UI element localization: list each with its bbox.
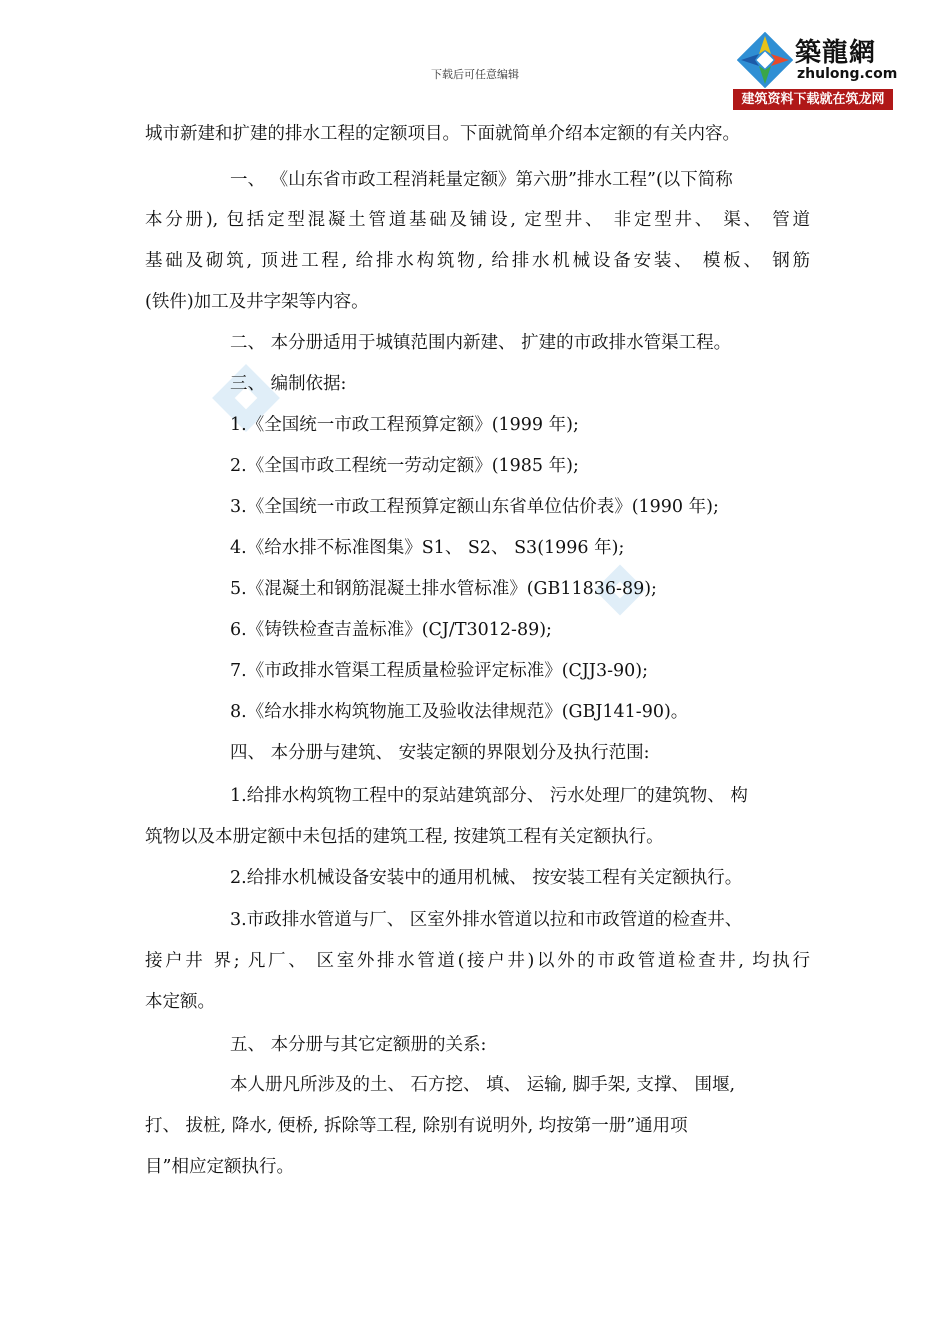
logo-mark-icon bbox=[737, 32, 793, 88]
paragraph-line: 目”相应定额执行。 bbox=[145, 1157, 294, 1177]
logo-name-cn: 築龍網 bbox=[795, 38, 877, 68]
list-item: 7.《市政排水管渠工程质量检验评定标准》(CJJ3-90); bbox=[230, 661, 648, 681]
logo-domain[interactable]: zhulong.com bbox=[797, 66, 898, 82]
logo-slogan: 建筑资料下载就在筑龙网 bbox=[733, 89, 893, 110]
section-heading: 四、 本分册与建筑、 安装定额的界限划分及执行范围: bbox=[230, 743, 650, 763]
zhulong-logo bbox=[733, 26, 898, 110]
list-item: 8.《给水排水构筑物施工及验收法律规范》(GBJ141-90)。 bbox=[230, 702, 689, 722]
list-item: 5.《混凝土和钢筋混凝土排水管标准》(GB11836-89); bbox=[230, 579, 657, 599]
paragraph-line: 1.给排水构筑物工程中的泵站建筑部分、 污水处理厂的建筑物、 构 bbox=[230, 786, 748, 806]
list-item: 6.《铸铁检查吉盖标准》(CJ/T3012-89); bbox=[230, 620, 552, 640]
list-item: 2.《全国市政工程统一劳动定额》(1985 年); bbox=[230, 456, 579, 476]
paragraph-line: 3.市政排水管道与厂、 区室外排水管道以拉和市政管道的检查井、 bbox=[230, 910, 743, 930]
paragraph-line: 打、 拔桩, 降水, 便桥, 拆除等工程, 除别有说明外, 均按第一册”通用项 bbox=[145, 1116, 688, 1136]
paragraph-line: 本分册), 包括定型混凝土管道基础及铺设, 定型井、 非定型井、 渠、 管道 bbox=[145, 210, 810, 230]
list-item: 1.《全国统一市政工程预算定额》(1999 年); bbox=[230, 415, 579, 435]
paragraph-line: 筑物以及本册定额中未包括的建筑工程, 按建筑工程有关定额执行。 bbox=[145, 827, 664, 847]
paragraph-line: 一、 《山东省市政工程消耗量定额》第六册”排水工程”(以下简称 bbox=[230, 170, 733, 190]
paragraph-line: (铁件)加工及井字架等内容。 bbox=[145, 292, 369, 312]
paragraph-line: 二、 本分册适用于城镇范围内新建、 扩建的市政排水管渠工程。 bbox=[230, 333, 732, 353]
paragraph-line: 城市新建和扩建的排水工程的定额项目。下面就简单介绍本定额的有关内容。 bbox=[145, 124, 740, 144]
list-item: 4.《给水排不标准图集》S1、 S2、 S3(1996 年); bbox=[230, 538, 625, 558]
paragraph-line: 基础及砌筑, 顶进工程, 给排水构筑物, 给排水机械设备安装、 模板、 钢筋 bbox=[145, 251, 810, 271]
paragraph-line: 本人册凡所涉及的土、 石方挖、 填、 运输, 脚手架, 支撑、 围堰, bbox=[230, 1075, 736, 1095]
logo-top bbox=[733, 26, 898, 89]
section-heading: 三、 编制依据: bbox=[230, 374, 347, 394]
section-heading: 五、 本分册与其它定额册的关系: bbox=[230, 1035, 487, 1055]
paragraph-line: 本定额。 bbox=[145, 992, 215, 1012]
header-note: 下载后可任意编辑 bbox=[431, 68, 519, 81]
paragraph-line: 2.给排水机械设备安装中的通用机械、 按安装工程有关定额执行。 bbox=[230, 868, 743, 888]
list-item: 3.《全国统一市政工程预算定额山东省单位估价表》(1990 年); bbox=[230, 497, 719, 517]
paragraph-line: 接户井 界; 凡厂、 区室外排水管道(接户井)以外的市政管道检查井, 均执行 bbox=[145, 951, 810, 971]
